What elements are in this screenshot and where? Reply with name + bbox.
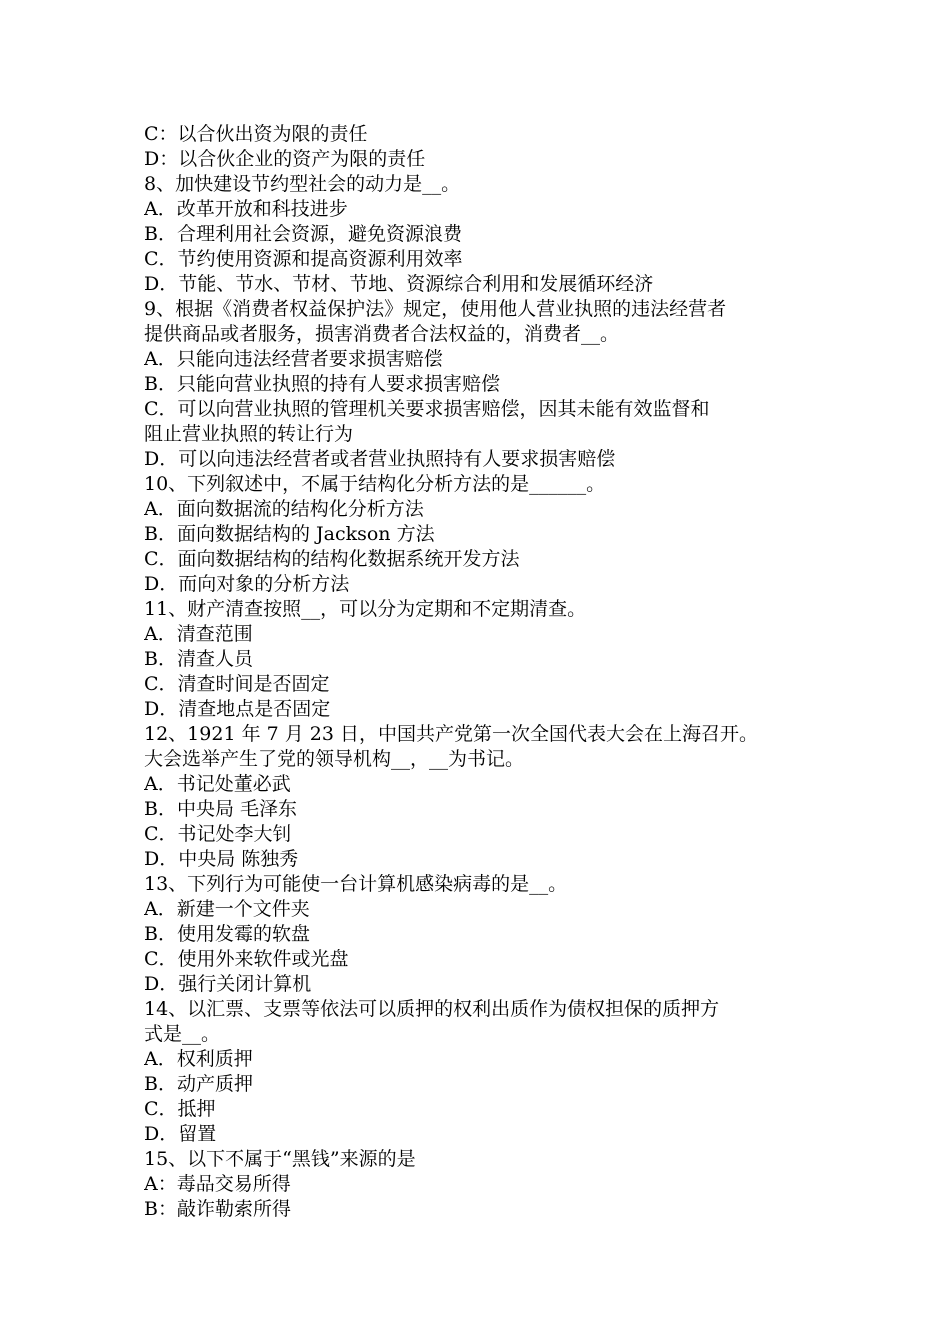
option-line: D．可以向违法经营者或者营业执照持有人要求损害赔偿 (144, 448, 616, 470)
option-line: D．节能、节水、节材、节地、资源综合利用和发展循环经济 (144, 273, 654, 295)
option-line: D．强行关闭计算机 (144, 973, 312, 995)
option-line: A．新建一个文件夹 (144, 898, 310, 920)
option-line: A．权利质押 (144, 1048, 253, 1070)
option-line: C．抵押 (144, 1098, 216, 1120)
question-9: 9、根据《消费者权益保护法》规定，使用他人营业执照的违法经营者 (144, 298, 727, 320)
document-body (144, 122, 814, 1222)
option-line: B．中央局 毛泽东 (144, 798, 298, 820)
option-line: B．使用发霉的软盘 (144, 923, 310, 945)
text-line: D：以合伙企业的资产为限的责任 (144, 148, 426, 170)
option-line: B：敲诈勒索所得 (144, 1198, 291, 1220)
option-line: A．只能向违法经营者要求损害赔偿 (144, 348, 443, 370)
question-13: 13、下列行为可能使一台计算机感染病毒的是__。 (144, 873, 568, 895)
question-11: 11、财产清查按照__，可以分为定期和不定期清查。 (144, 598, 587, 620)
question-14-continued: 式是__。 (144, 1023, 221, 1045)
option-line: B．清查人员 (144, 648, 253, 670)
text-line: C：以合伙出资为限的责任 (144, 123, 368, 145)
option-line: D．中央局 陈独秀 (144, 848, 299, 870)
option-line: D．留置 (144, 1123, 217, 1145)
option-line: A．书记处董必武 (144, 773, 291, 795)
option-line: C．可以向营业执照的管理机关要求损害赔偿，因其未能有效监督和 (144, 398, 710, 420)
option-line: A：毒品交易所得 (144, 1173, 291, 1195)
option-line: B．动产质押 (144, 1073, 253, 1095)
option-line: D．清查地点是否固定 (144, 698, 331, 720)
option-line: C．书记处李大钊 (144, 823, 292, 845)
option-line: C．节约使用资源和提高资源利用效率 (144, 248, 463, 270)
option-line: A．面向数据流的结构化分析方法 (144, 498, 424, 520)
option-line-continued: 阻止营业执照的转让行为 (144, 423, 354, 445)
option-line: B．面向数据结构的 Jackson 方法 (144, 523, 435, 545)
option-line: B．合理利用社会资源，避免资源浪费 (144, 223, 462, 245)
option-line: C．面向数据结构的结构化数据系统开发方法 (144, 548, 520, 570)
question-10: 10、下列叙述中，不属于结构化分析方法的是______。 (144, 473, 606, 495)
question-12-continued: 大会选举产生了党的领导机构__，__为书记。 (144, 748, 525, 770)
option-line: B．只能向营业执照的持有人要求损害赔偿 (144, 373, 500, 395)
option-line: C．使用外来软件或光盘 (144, 948, 349, 970)
question-8: 8、加快建设节约型社会的动力是__。 (144, 173, 461, 195)
option-line: C．清查时间是否固定 (144, 673, 330, 695)
question-9-continued: 提供商品或者服务，损害消费者合法权益的，消费者__。 (144, 323, 620, 345)
option-line: A．清查范围 (144, 623, 253, 645)
option-line: A．改革开放和科技进步 (144, 198, 348, 220)
question-14: 14、以汇票、支票等依法可以质押的权利出质作为债权担保的质押方 (144, 998, 720, 1020)
question-12: 12、1921 年 7 月 23 日，中国共产党第一次全国代表大会在上海召开。 (144, 723, 758, 745)
question-15: 15、以下不属于“黑钱”来源的是 (144, 1148, 416, 1170)
option-line: D．而向对象的分析方法 (144, 573, 350, 595)
